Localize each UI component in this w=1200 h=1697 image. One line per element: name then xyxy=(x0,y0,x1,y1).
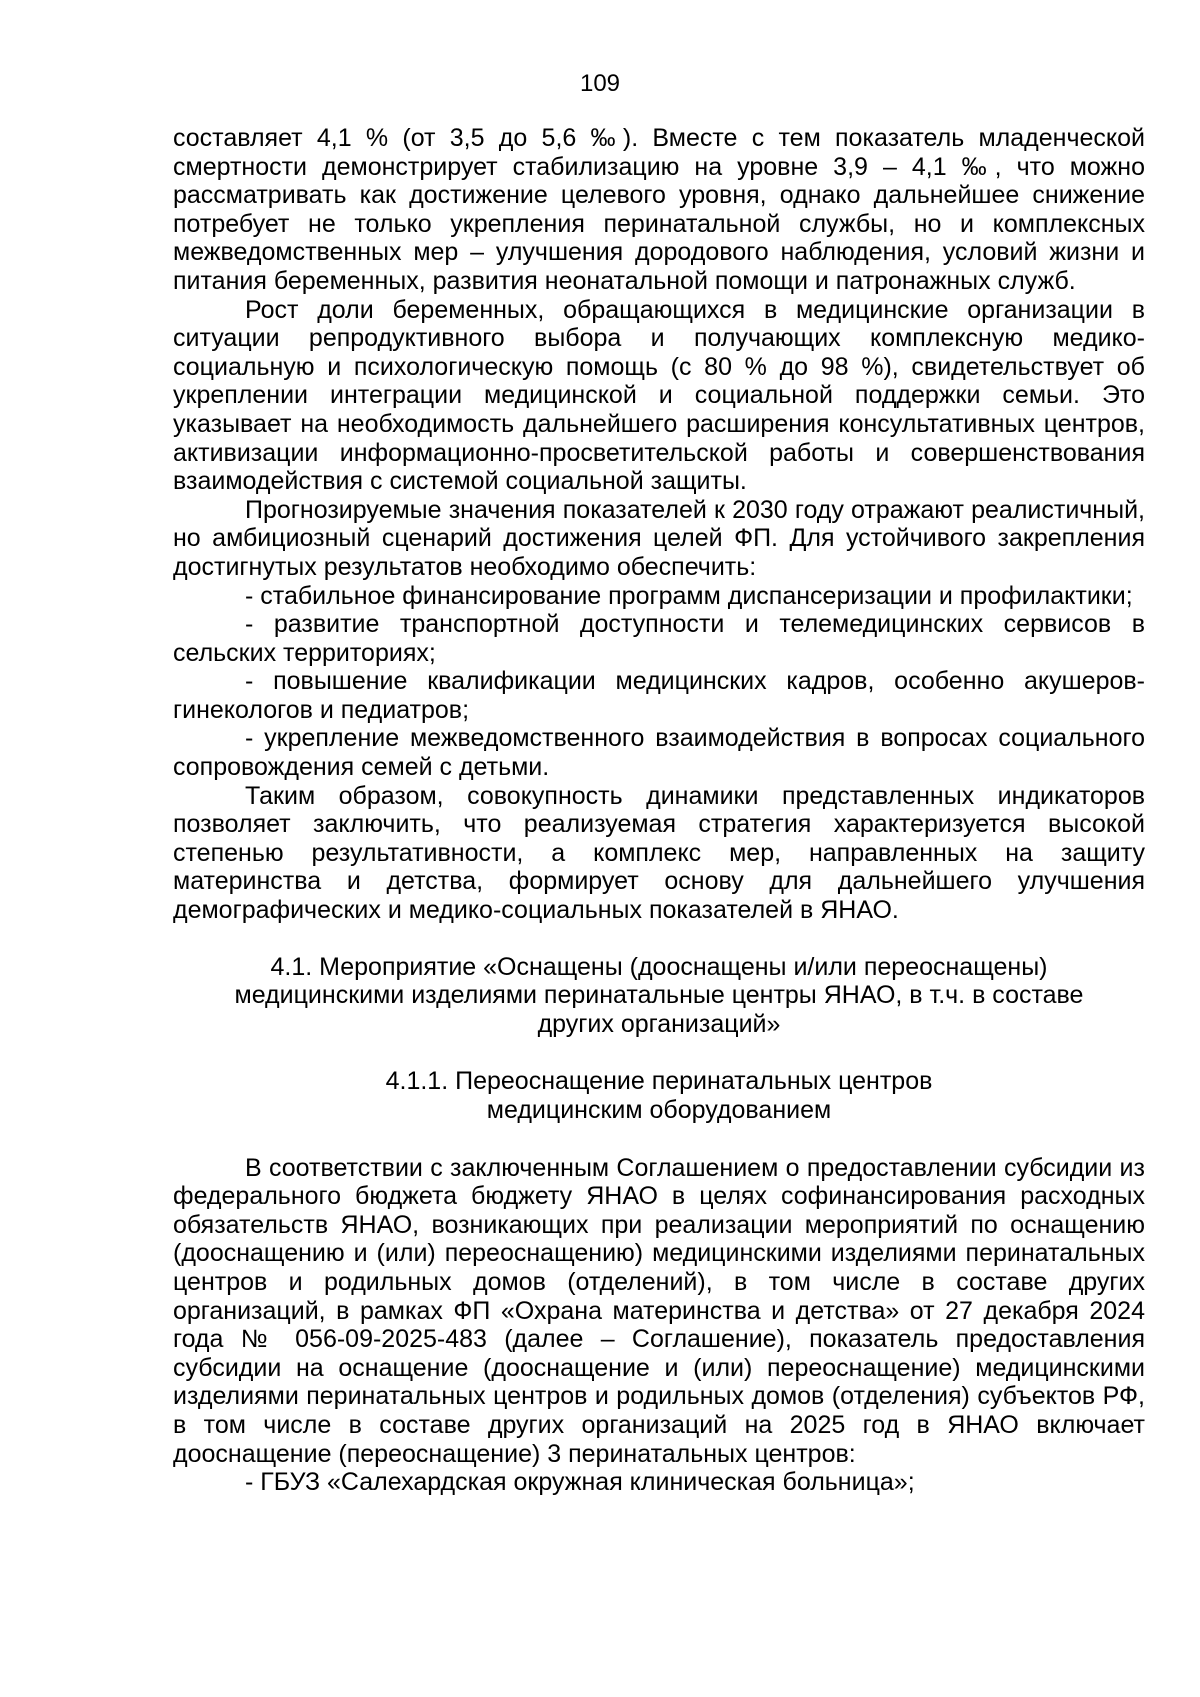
paragraph: Таким образом, совокупность динамики представленных индикаторов позволяет заключить, что реализуемая стратегия характеризуется высокой степенью результативности, а комплекс мер, направленных на защиту материнства и детства, формирует основу для дальнейшего улучшения демографических и медико-социальных показателей в ЯНАО. xyxy=(173,781,1145,925)
list-item: - развитие транспортной доступности и телемедицинских сервисов в сельских территориях; xyxy=(173,610,1145,667)
paragraph: Рост доли беременных, обращающихся в медицинские организации в ситуации репродуктивного выбора и получающих комплексную медико-социальную и психологическую помощь (с 80 % до 98 %), свидетельствует об укреплении интеграции медицинской и социальной поддержки семьи. Это указывает на необходимость дальнейшего расширения консультативных центров, активизации информационно-просветительской работы и совершенствования взаимодействия с системой социальной защиты. xyxy=(173,295,1145,496)
list-item: - ГБУЗ «Салехардская окружная клиническая больница»; xyxy=(245,1468,915,1497)
paragraph: составляет 4,1 % (от 3,5 до 5,6 ‰). Вместе с тем показатель младенческой смертности демонстрирует стабилизацию на уровне 3,9 – 4,1 ‰, что можно рассматривать как достижение целевого уровня, однако дальнейшее снижение потребует не только укрепления перинатальной службы, но и комплексных межведомственных мер – улучшения дородового наблюдения, условий жизни и питания беременных, развития неонатальной помощи и патронажных служб. xyxy=(173,124,1145,295)
list-item: - стабильное финансирование программ диспансеризации и профилактики; xyxy=(245,581,1133,610)
list-item: - повышение квалификации медицинских кадров, особенно акушеров-гинекологов и педиатров; xyxy=(173,667,1145,724)
list-item: - укрепление межведомственного взаимодействия в вопросах социального сопровождения семей с детьми. xyxy=(173,724,1145,782)
document-body xyxy=(173,124,1145,1497)
paragraph: Прогнозируемые значения показателей к 2030 году отражают реалистичный, но амбициозный сценарий достижения целей ФП. Для устойчивого закрепления достигнутых результатов необходимо обеспечить: xyxy=(173,495,1145,581)
paragraph: В соответствии с заключенным Соглашением о предоставлении субсидии из федерального бюджета бюджету ЯНАО в целях софинансирования расходных обязательств ЯНАО, возникающих при реализации мероприятий по оснащению (дооснащению и (или) переоснащению) медицинскими изделиями перинатальных центров и родильных домов (отделений), в том числе в составе других организаций, в рамках ФП «Охрана материнства и детства» от 27 декабря 2024 года № 056-09-2025-483 (далее – Соглашение), показатель предоставления субсидии на оснащение (дооснащение и (или) переоснащение) медицинскими изделиями перинатальных центров и родильных домов (отделения) субъектов РФ, в том числе в составе других организаций на 2025 год в ЯНАО включает дооснащение (переоснащение) 3 перинатальных центров: xyxy=(173,1153,1145,1468)
subsection-heading: 4.1.1. Переоснащение перинатальных центров медицинским оборудованием xyxy=(385,1067,933,1124)
section-heading: 4.1. Мероприятие «Оснащены (дооснащены и/или переоснащены) медицинскими изделиями перинатальные центры ЯНАО, в т.ч. в составе других организаций» xyxy=(234,952,1084,1038)
page-number: 109 xyxy=(579,70,621,97)
